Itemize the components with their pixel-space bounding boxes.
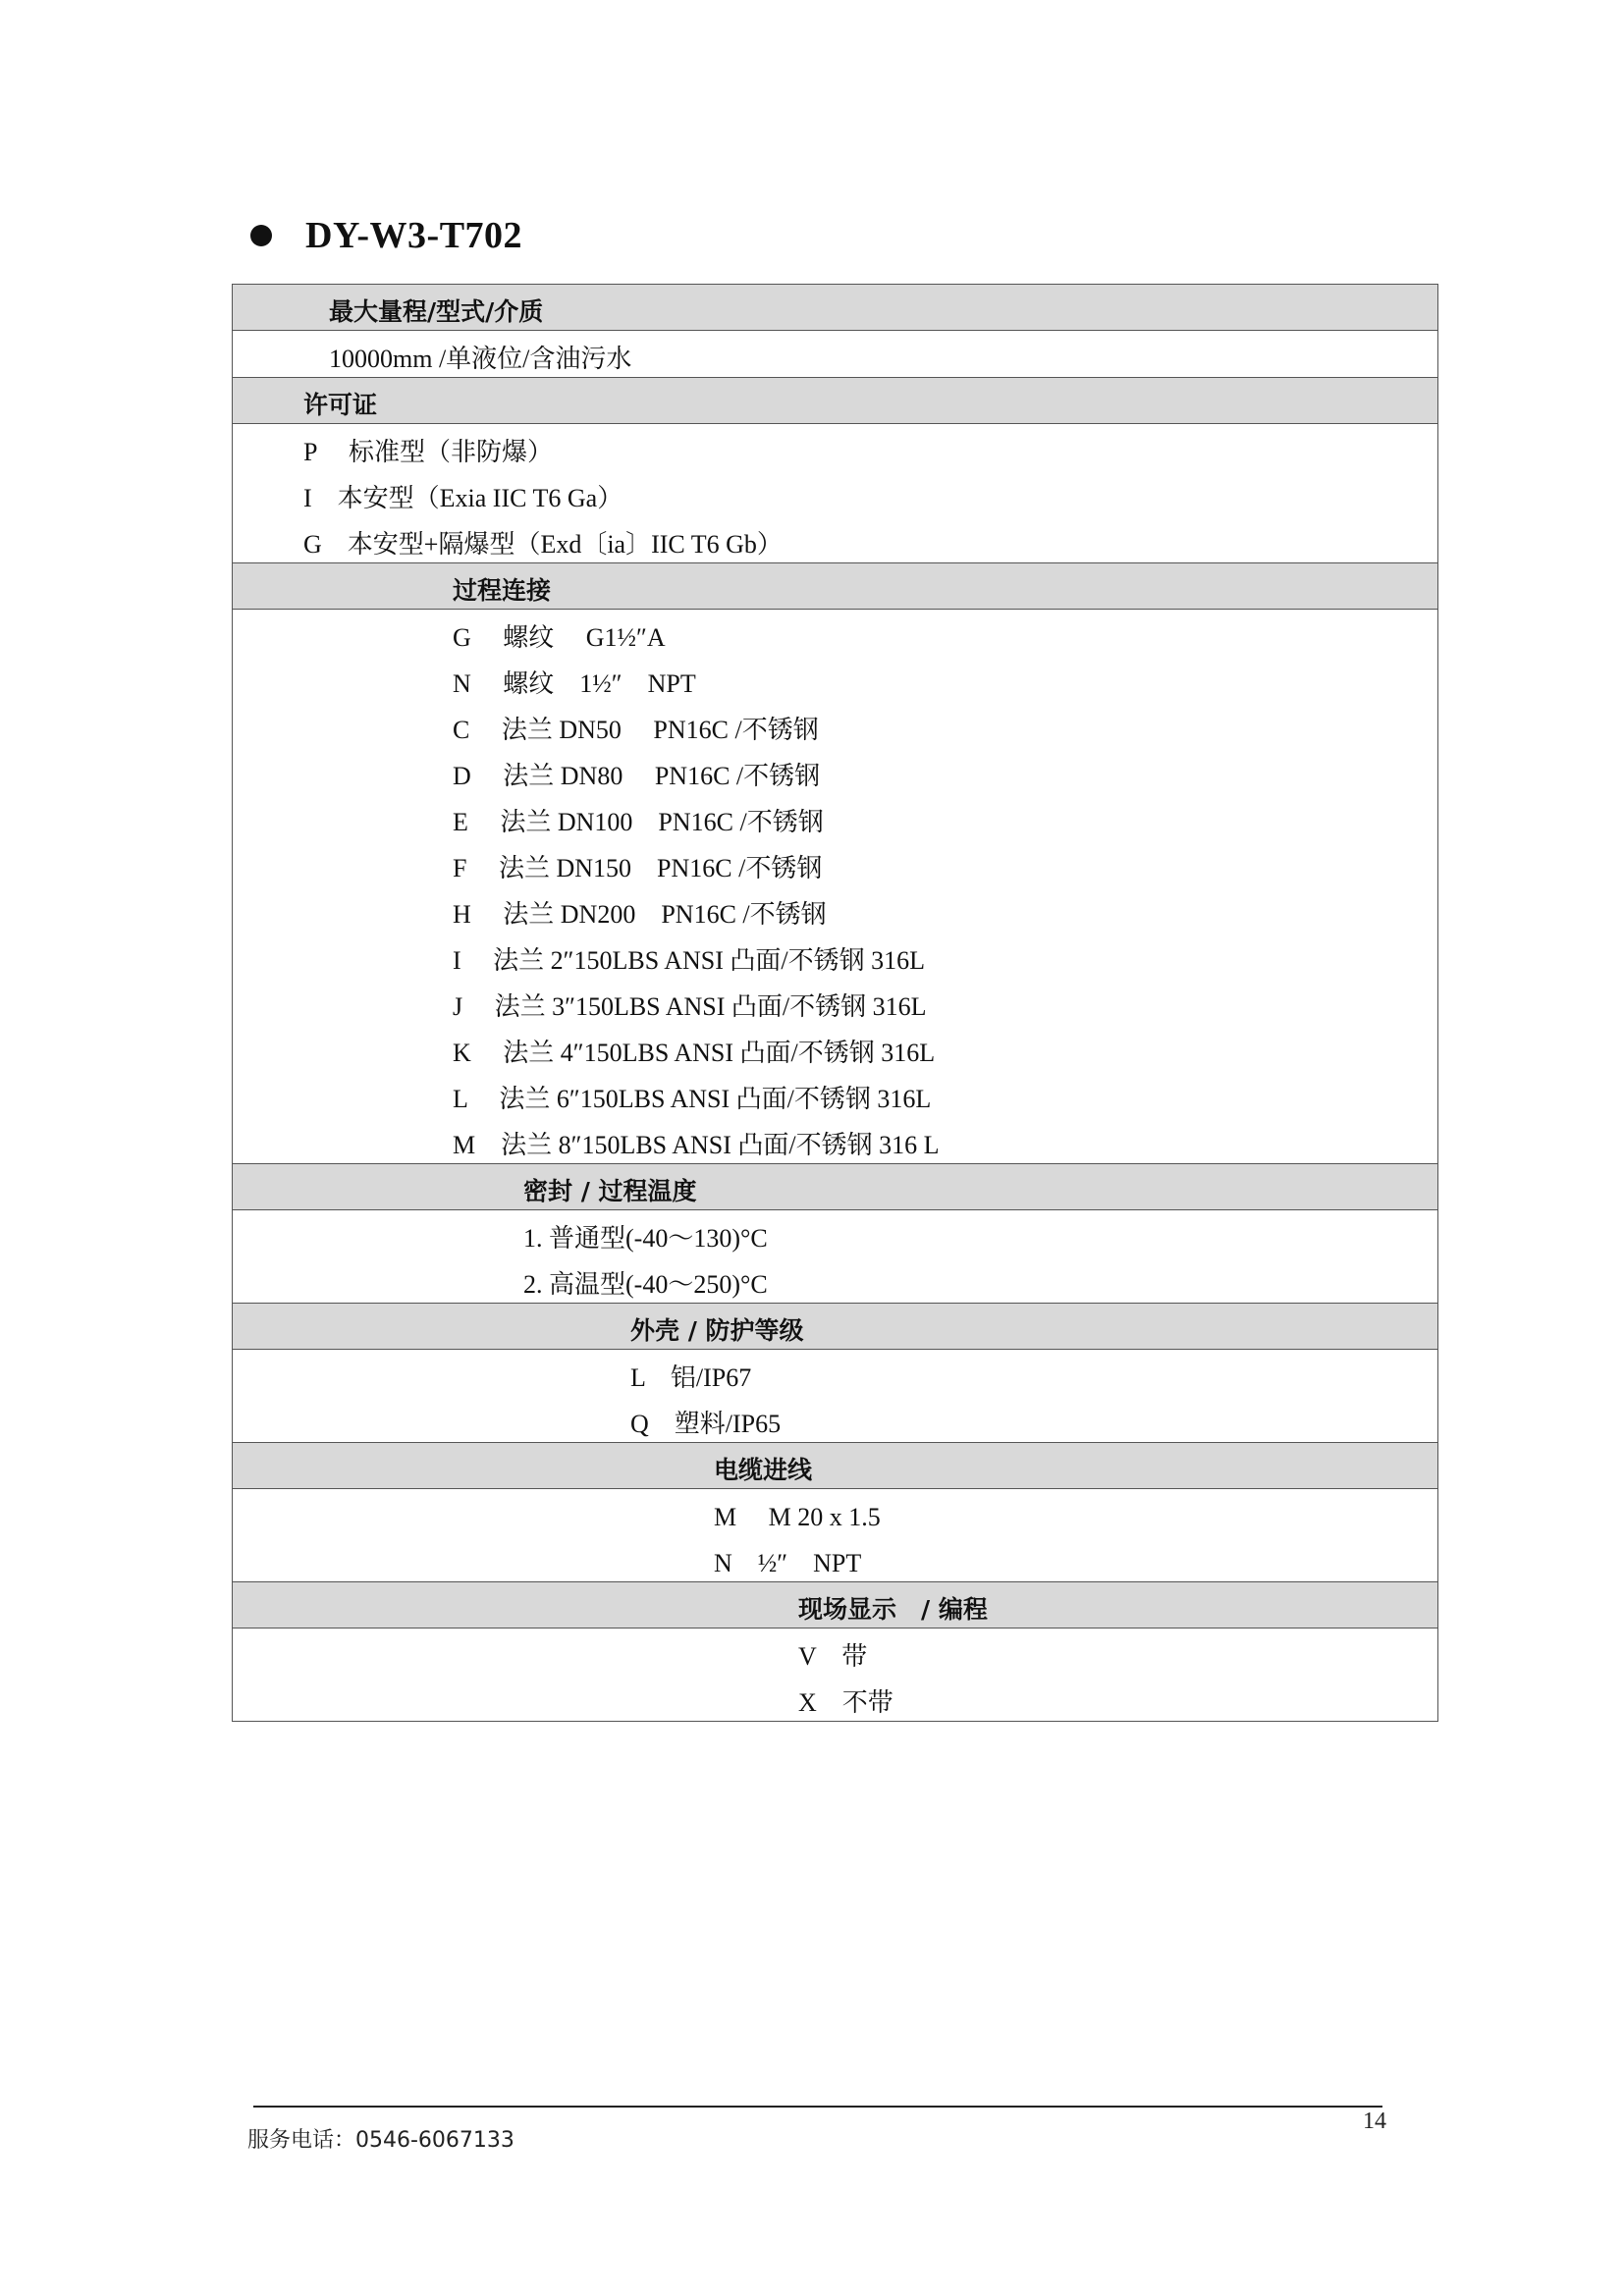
option-row: 2. 高温型(-40～250)°C [523, 1270, 768, 1299]
section-header: 电缆进线 [233, 1442, 1437, 1489]
option-row: N 螺纹 1½″ NPT [453, 669, 696, 698]
option-row: L 铝/IP67 [630, 1363, 752, 1392]
section-display-programming [233, 1581, 1437, 1721]
section-header: 现场显示 / 编程 [233, 1581, 1437, 1629]
option-row: I 本安型（Exia IIC T6 Ga） [303, 484, 623, 512]
option-row: G 螺纹 G1½″A [453, 623, 666, 652]
option-row: M 法兰 8″150LBS ANSI 凸面/不锈钢 316 L [453, 1131, 940, 1159]
spec-table [232, 284, 1438, 1722]
service-phone: 服务电话：0546-6067133 [247, 2128, 514, 2153]
section-certification [233, 377, 1437, 562]
option-row: N ½″ NPT [714, 1549, 862, 1577]
bullet-icon [250, 225, 272, 246]
option-row: M M 20 x 1.5 [714, 1503, 881, 1531]
option-row: C 法兰 DN50 PN16C /不锈钢 [453, 716, 819, 744]
footer-divider [253, 2106, 1382, 2108]
section-header: 最大量程/型式/介质 [233, 285, 1437, 331]
section-range [233, 285, 1437, 377]
section-header: 许可证 [233, 377, 1437, 424]
option-row: K 法兰 4″150LBS ANSI 凸面/不锈钢 316L [453, 1039, 936, 1067]
option-row: J 法兰 3″150LBS ANSI 凸面/不锈钢 316L [453, 992, 927, 1021]
section-header: 外壳 / 防护等级 [233, 1303, 1437, 1350]
section-header: 过程连接 [233, 562, 1437, 610]
page-title [250, 214, 522, 257]
option-row: 1. 普通型(-40～130)°C [523, 1224, 768, 1253]
option-row: X 不带 [798, 1688, 893, 1717]
option-row: E 法兰 DN100 PN16C /不锈钢 [453, 808, 824, 836]
option-row: 10000mm /单液位/含油污水 [329, 345, 632, 373]
option-row: F 法兰 DN150 PN16C /不锈钢 [453, 854, 823, 882]
section-housing-protection [233, 1303, 1437, 1442]
option-row: Q 塑料/IP65 [630, 1410, 782, 1438]
section-seal-temperature [233, 1163, 1437, 1303]
option-row: I 法兰 2″150LBS ANSI 凸面/不锈钢 316L [453, 946, 926, 975]
option-row: G 本安型+隔爆型（Exd〔ia〕IIC T6 Gb） [303, 530, 783, 559]
option-row: P 标准型（非防爆） [303, 438, 553, 466]
option-row: D 法兰 DN80 PN16C /不锈钢 [453, 762, 821, 790]
option-row: V 带 [798, 1642, 868, 1671]
page-number: 14 [1363, 2109, 1386, 2134]
section-header: 密封 / 过程温度 [233, 1163, 1437, 1210]
section-cable-entry [233, 1442, 1437, 1581]
section-process-connection [233, 562, 1437, 1163]
option-row: H 法兰 DN200 PN16C /不锈钢 [453, 900, 827, 929]
option-row: L 法兰 6″150LBS ANSI 凸面/不锈钢 316L [453, 1085, 932, 1113]
model-number: DY-W3-T702 [305, 215, 523, 256]
